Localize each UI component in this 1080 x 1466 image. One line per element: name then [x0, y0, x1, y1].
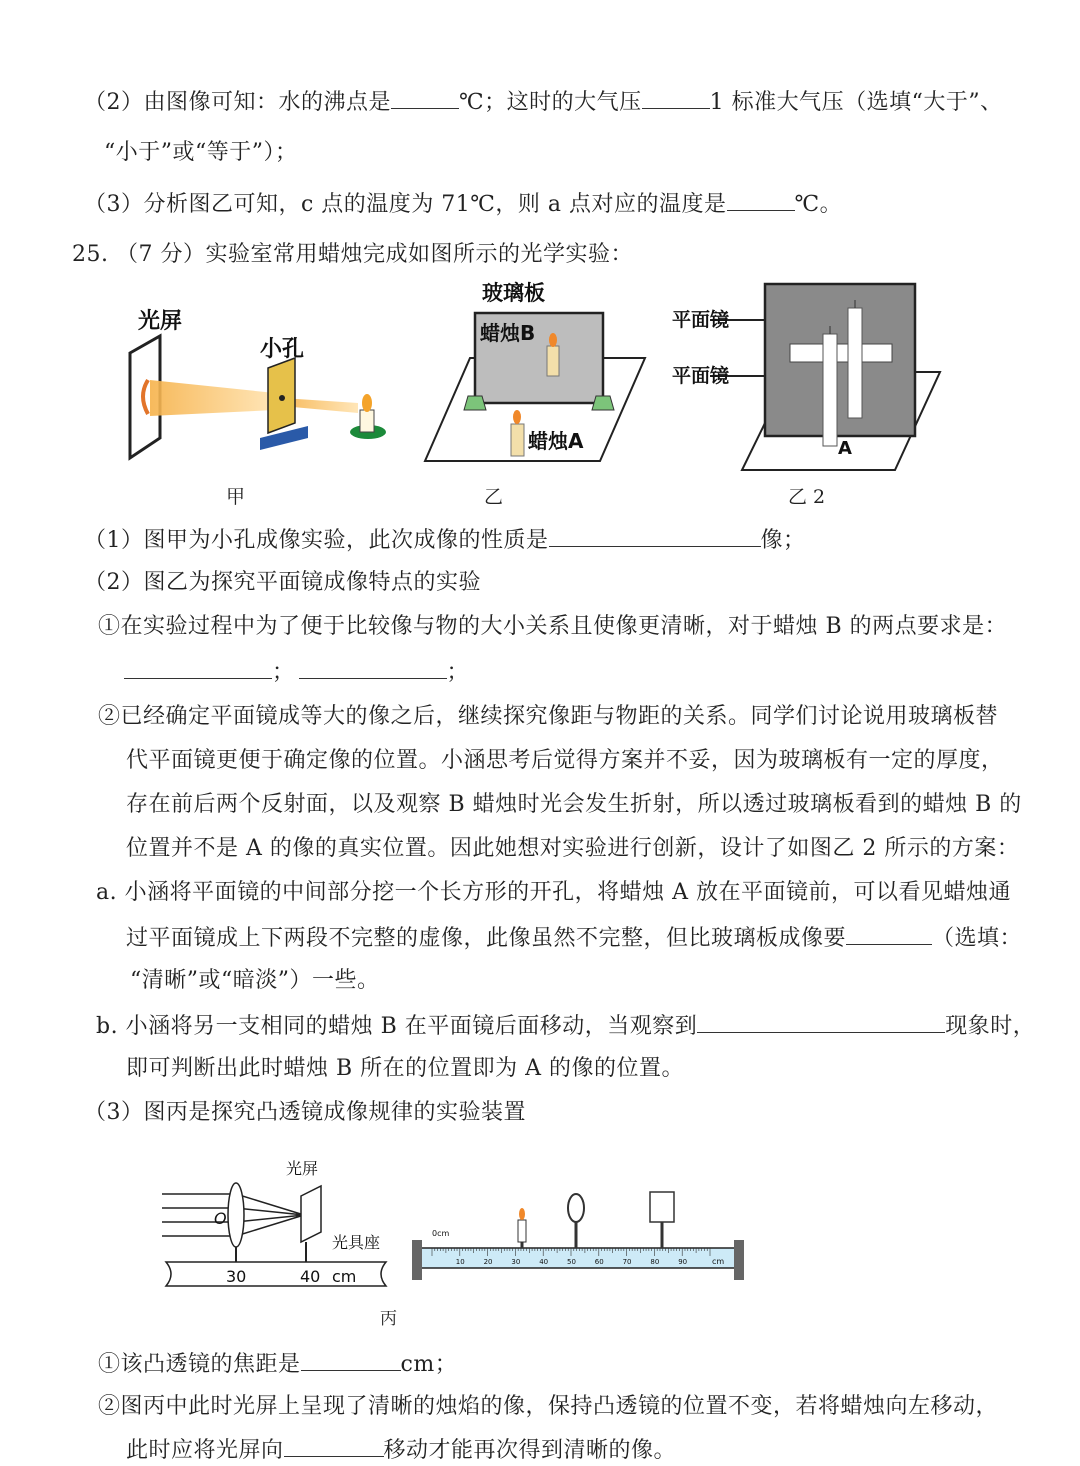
- q25-b-text-b: 现象时，: [945, 1014, 1036, 1039]
- answer-blank-screen-direction[interactable]: [284, 1434, 384, 1457]
- bench-tick-label: 40: [539, 1258, 549, 1266]
- q25-part2-a-l1: a. 小涵将平面镜的中间部分挖一个长方形的开孔，将蜡烛 A 放在平面镜前，可以看见蜡烛通: [96, 880, 1011, 905]
- q25-part2-q1: ①在实验过程中为了便于比较像与物的大小关系且使像更清晰，对于蜡烛 B 的两点要求是：: [98, 614, 1008, 639]
- q24-p3-text-b: ℃。: [794, 192, 843, 217]
- tick-label-30: 30: [226, 1267, 247, 1286]
- bench-tick-label: 30: [511, 1258, 521, 1266]
- candle-image-shape: [848, 308, 862, 418]
- figure-yi-glass-plate: [420, 278, 650, 468]
- figure-bing-bench: [410, 1180, 750, 1290]
- figure-yi2-mirror: [670, 282, 950, 474]
- label-mirror-top: 平面镜: [672, 309, 730, 331]
- mirror-opening: [790, 344, 892, 362]
- figure-bing-focal: [156, 1152, 396, 1292]
- label-light-screen: 光屏: [138, 309, 183, 334]
- q25-a-text-a: 过平面镜成上下两段不完整的虚像，此像虽然不完整，但比玻璃板成像要: [126, 926, 847, 951]
- q25-part3-q2-l2: [126, 1434, 676, 1466]
- q24-part2-line2: “小于”或“等于”）；: [104, 140, 298, 165]
- bench-candle-flame: [519, 1208, 525, 1220]
- figure-jia-pinhole: [110, 298, 400, 508]
- caption-yi: 乙: [484, 486, 504, 508]
- q25-part2-a-l2: [126, 922, 1022, 954]
- answer-blank-candle-req-2[interactable]: [299, 656, 447, 679]
- candle-a2-shape: [823, 334, 837, 446]
- bench-tick-label: 70: [622, 1258, 632, 1266]
- separator-2: ；: [446, 660, 470, 685]
- label-pinhole: 小孔: [260, 337, 305, 362]
- candle-flame-shape: [362, 394, 372, 412]
- q25-part2-q2-l3: 存在前后两个反射面，以及观察 B 蜡烛时光会发生折射，所以透过玻璃板看到的蜡烛 B 的: [126, 792, 1022, 817]
- q25-part3-q1: [98, 1348, 457, 1380]
- q25-s3-q1-text-b: cm；: [400, 1352, 458, 1377]
- label-glass-plate: 玻璃板: [482, 281, 545, 305]
- q25-part2-a-l3: “清晰”或“暗淡”）一些。: [130, 968, 380, 993]
- q25-part1: [84, 524, 806, 556]
- q25-part2-b-l1: [96, 1010, 1035, 1042]
- answer-blank-image-nature[interactable]: [549, 524, 761, 547]
- convex-lens-shape: [228, 1183, 244, 1247]
- separator-1: ；: [272, 660, 295, 685]
- glass-stand-left: [464, 396, 486, 410]
- candle-b-flame: [549, 333, 557, 347]
- q25-b-text-a: b. 小涵将另一支相同的蜡烛 B 在平面镜后面移动，当观察到: [96, 1014, 698, 1039]
- tick-label-40: 40: [300, 1267, 321, 1286]
- candle-a-shape: [511, 424, 524, 456]
- answer-blank-pressure[interactable]: [642, 86, 710, 109]
- q24-p2-text-c: 1 标准大气压（选填“大于”、: [709, 90, 1003, 115]
- q25-a-text-b: （选填：: [932, 926, 1023, 951]
- pinhole-stand-shape: [260, 426, 308, 450]
- bench-leg-left: [412, 1240, 422, 1280]
- candle-a-flame: [513, 410, 521, 424]
- bench-rail: [418, 1248, 740, 1268]
- bench-tick-label: 50: [567, 1258, 576, 1266]
- glass-stand-right: [592, 396, 614, 410]
- bench-leg-right: [734, 1240, 744, 1280]
- answer-blank-clarity[interactable]: [846, 922, 932, 945]
- answer-blank-focal-length[interactable]: [301, 1348, 401, 1371]
- q25-s3-q2-text-b: 移动才能再次得到清晰的像。: [383, 1438, 677, 1463]
- answer-blank-boiling-point[interactable]: [391, 86, 459, 109]
- q25-part3-q2-l1: ②图丙中此时光屏上呈现了清晰的烛焰的像，保持凸透镜的位置不变，若将蜡烛向左移动，: [98, 1394, 999, 1419]
- q24-p2-text-a: （2）由图像可知：水的沸点是: [84, 90, 391, 115]
- q25-s3-q2-text-a: 此时应将光屏向: [126, 1438, 284, 1463]
- answer-blank-a-temperature[interactable]: [727, 188, 795, 211]
- label-candle-b: 蜡烛B: [480, 321, 536, 345]
- q25-title: 25. （7 分）实验室常用蜡烛完成如图所示的光学实验：: [72, 242, 633, 267]
- q24-part2-line1: [84, 86, 1003, 118]
- label-screen-bing: 光屏: [286, 1159, 319, 1178]
- q25-part2-title: （2）图乙为探究平面镜成像特点的实验: [84, 570, 481, 595]
- candle-shape: [360, 410, 374, 432]
- answer-blank-phenomenon[interactable]: [697, 1010, 945, 1033]
- bench-unit-label: cm: [712, 1257, 725, 1266]
- candle-b-shape: [547, 346, 559, 376]
- caption-jia: 甲: [226, 486, 246, 508]
- screen-shape: [301, 1186, 321, 1242]
- label-lens-center: O: [214, 1209, 227, 1228]
- q24-p2-text-b: ℃；这时的大气压: [459, 90, 642, 115]
- q25-part2-q2-l1: ②已经确定平面镜成等大的像之后，继续探究像距与物距的关系。同学们讨论说用玻璃板替: [98, 704, 999, 729]
- answer-blank-candle-req-1[interactable]: [124, 656, 272, 679]
- bench-tick-label: 20: [483, 1258, 493, 1266]
- q25-part2-b-l2: 即可判断出此时蜡烛 B 所在的位置即为 A 的像的位置。: [126, 1056, 685, 1081]
- q25-s3-q1-text-a: ①该凸透镜的焦距是: [98, 1352, 301, 1377]
- tick-label-unit: cm: [332, 1267, 357, 1286]
- bench-tick-label: 90: [678, 1258, 688, 1266]
- q25-part2-q2-l4: 位置并不是 A 的像的真实位置。因此她想对实验进行创新，设计了如图乙 2 所示的方案：: [126, 836, 1020, 861]
- bench-candle: [518, 1220, 526, 1242]
- bench-tick-label: 60: [594, 1258, 604, 1266]
- bench-lens: [568, 1194, 584, 1222]
- label-candle-a: 蜡烛A: [528, 429, 584, 453]
- bench-screen: [650, 1192, 674, 1222]
- q24-part3: [84, 188, 842, 220]
- q25-part2-q2-l2: 代平面镜更便于确定像的位置。小涵思考后觉得方案并不妥，因为玻璃板有一定的厚度，: [126, 748, 1004, 773]
- caption-yi2: 乙 2: [788, 486, 826, 508]
- q25-part2-q1-blanks: [124, 656, 469, 688]
- q25-part3-title: （3）图丙是探究凸透镜成像规律的实验装置: [84, 1100, 526, 1125]
- q25-s1-text-a: （1）图甲为小孔成像实验，此次成像的性质是: [84, 528, 549, 553]
- q25-s1-text-b: 像；: [760, 528, 806, 553]
- bench-tick-label: 80: [650, 1258, 660, 1266]
- q24-p3-text-a: （3）分析图乙可知，c 点的温度为 71℃，则 a 点对应的温度是: [84, 192, 727, 217]
- pinhole-dot: [279, 395, 285, 401]
- label-mirror-bottom: 平面镜: [672, 365, 730, 387]
- bench-tick-label: 10: [455, 1258, 465, 1266]
- label-point-a: A: [838, 438, 852, 459]
- light-beam-left: [150, 380, 275, 416]
- label-optical-bench: 光具座: [332, 1233, 381, 1252]
- bench-zero-label: 0cm: [432, 1229, 450, 1238]
- caption-bing: 丙: [380, 1309, 397, 1329]
